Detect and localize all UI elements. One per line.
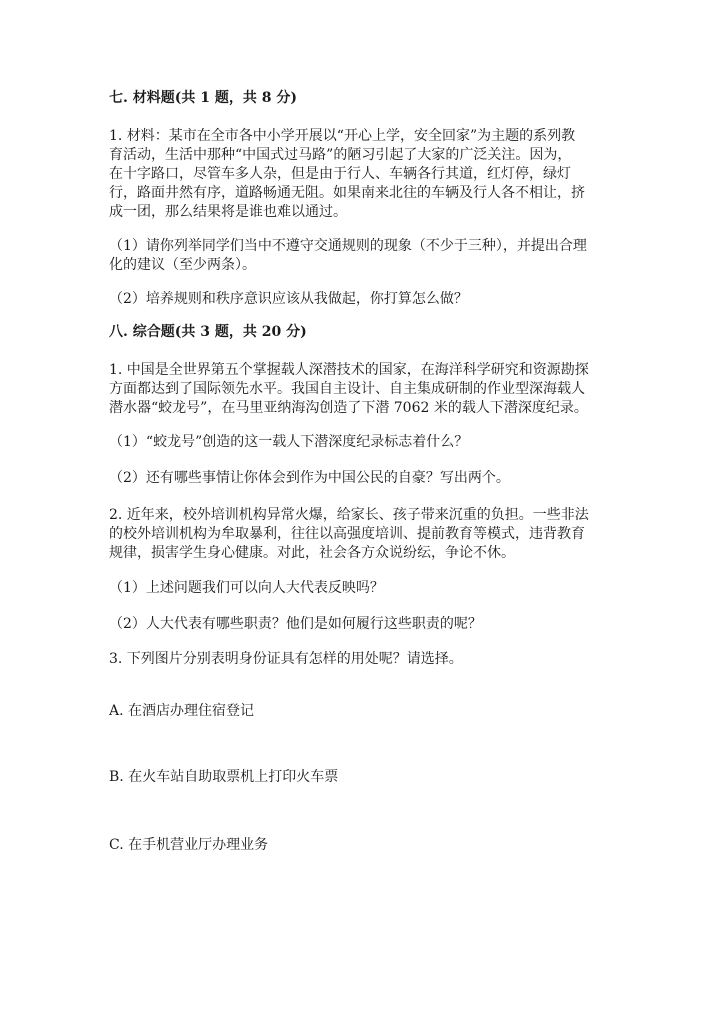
s8-q1-sub2: （2）还有哪些事情让你体会到作为中国公民的自豪？写出两个。: [109, 470, 510, 486]
s8-q3-option-b: B. 在火车站自助取票机上打印火车票: [109, 769, 339, 785]
s8-q3-option-c: C. 在手机营业厅办理业务: [109, 837, 269, 853]
s7-q1-line-3: 在十字路口，尽管车多人杂，但是由于行人、车辆各行其道，红灯停，绿灯: [109, 166, 571, 182]
s7-q1-line-5: 成一团，那么结果将是谁也难以通过。: [109, 204, 347, 220]
s7-q1-sub1-line-2: 化的建议（至少两条）。: [109, 257, 256, 273]
s7-q1-sub1-line-1: （1）请你列举同学们当中不遵守交通规则的现象（不少于三种），并提出合理: [109, 238, 587, 254]
s8-q1-line-2: 方面都达到了国际领先水平。我国自主设计、自主集成研制的作业型深海载人: [109, 381, 585, 397]
s8-q1-sub1: （1）“蛟龙号”创造的这一载人下潜深度纪录标志着什么？: [109, 434, 469, 450]
s8-q1-line-1: 1. 中国是全世界第五个掌握载人深潜技术的国家，在海洋科学研究和资源勘探: [109, 362, 589, 378]
s7-q1-line-1: 1. 材料：某市在全市各中小学开展以“开心上学，安全回家”为主题的系列教: [109, 128, 576, 144]
s8-q2-line-3: 规律，损害学生身心健康。对此，社会各方众说纷纭，争论不休。: [109, 545, 515, 561]
s8-q3-line: 3. 下列图片分别表明身份证具有怎样的用处呢？请选择。: [109, 651, 463, 667]
s8-q2-sub2: （2）人大代表有哪些职责？他们是如何履行这些职责的呢？: [109, 616, 482, 632]
s7-q1-line-4: 行，路面井然有序，道路畅通无阻。如果南来北往的车辆及行人各不相让，挤: [109, 185, 585, 201]
section-8-heading: 八. 综合题(共 3 题，共 20 分): [109, 324, 307, 340]
s7-q1-sub2: （2）培养规则和秩序意识应该从我做起，你打算怎么做？: [109, 291, 468, 307]
section-7-heading: 七. 材料题(共 1 题，共 8 分): [109, 90, 297, 106]
s8-q1-line-3: 潜水器“蛟龙号”，在马里亚纳海沟创造了下潜 7062 米的载人下潜深度纪录。: [109, 400, 588, 416]
s7-q1-line-2: 育活动，生活中那种“中国式过马路”的陋习引起了大家的广泛关注。因为，: [109, 147, 572, 163]
s8-q2-sub1: （1）上述问题我们可以向人大代表反映吗？: [109, 580, 384, 596]
s8-q2-line-2: 的校外培训机构为牟取暴利，往往以高强度培训、提前教育等模式，违背教育: [109, 526, 585, 542]
s8-q2-line-1: 2. 近年来，校外培训机构异常火爆，给家长、孩子带来沉重的负担。一些非法: [109, 507, 589, 523]
s8-q3-option-a: A. 在酒店办理住宿登记: [109, 703, 255, 719]
